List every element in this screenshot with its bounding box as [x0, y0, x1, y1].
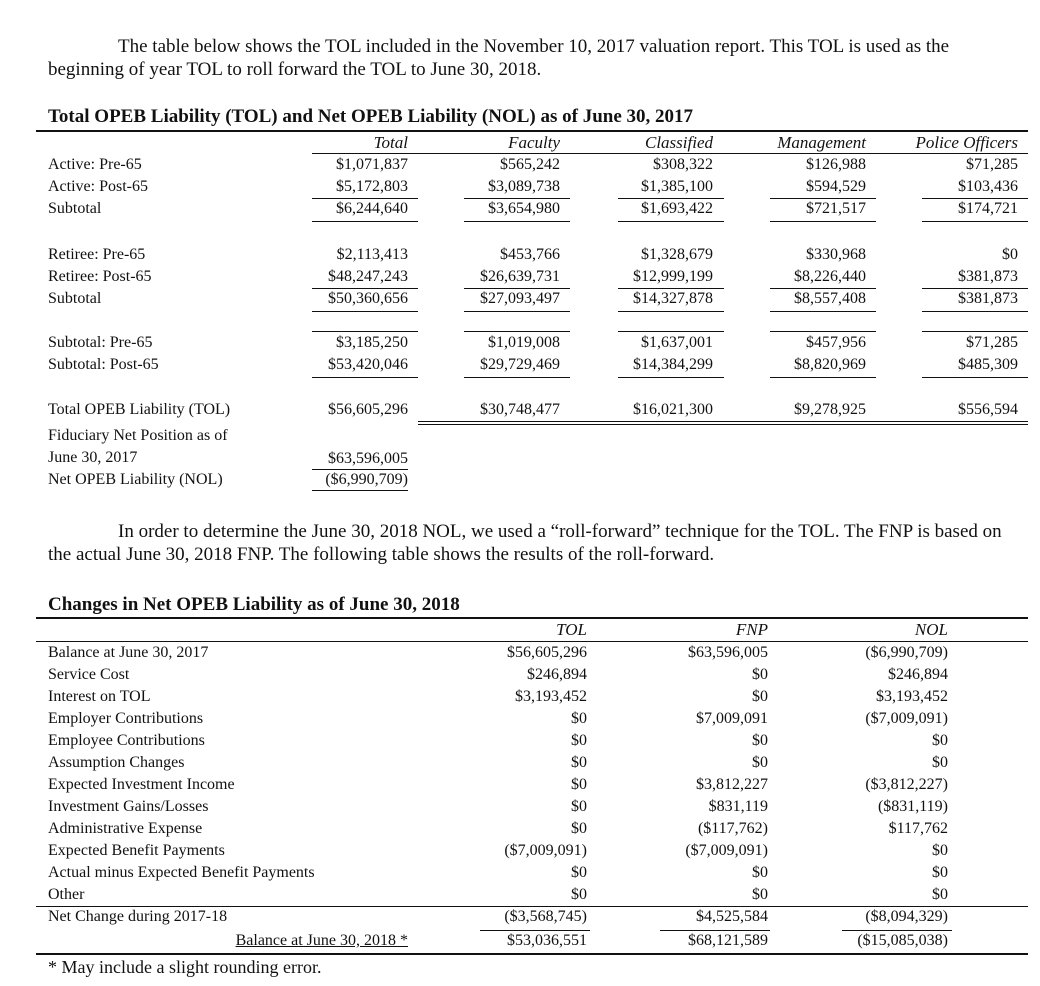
total-double-rule [418, 421, 1028, 425]
nol-top-rule [312, 469, 408, 470]
table1-row-label: Active: Post-65 [48, 178, 148, 195]
subtotal-rule [618, 198, 724, 199]
footnote: * May include a slight rounding error. [48, 957, 322, 977]
col-header-faculty: Faculty [508, 133, 560, 152]
table1-row-label: Subtotal [48, 290, 102, 307]
subtotal-bottom-rule [922, 221, 1028, 222]
group-top-rule [618, 331, 724, 332]
final-top-rule [480, 930, 590, 931]
subtotal-bottom-rule [312, 221, 418, 222]
subtotal-rule [618, 288, 724, 289]
group-top-rule [770, 331, 876, 332]
table2-cell: $0 [752, 666, 768, 683]
table1-title: Total OPEB Liability (TOL) and Net OPEB Liability (NOL) as of June 30, 2017 [48, 106, 694, 127]
table1-cell: $485,309 [958, 356, 1018, 373]
subtotal-rule [312, 288, 418, 289]
table2-row-label: Administrative Expense [48, 820, 203, 837]
table2-cell: $0 [571, 886, 587, 903]
table1-row-label: Retiree: Pre-65 [48, 246, 146, 263]
table2-cell: $0 [571, 776, 587, 793]
table1-cell: $381,873 [958, 268, 1018, 285]
table1-cell: $3,654,980 [488, 200, 560, 217]
nol-bottom-rule [312, 490, 408, 491]
table1-cell: $56,605,296 [328, 401, 408, 418]
final-balance-cell: ($15,085,038) [857, 932, 948, 949]
table2-cell: ($7,009,091) [504, 842, 587, 859]
table2-cell: $63,596,005 [688, 644, 768, 661]
table1-cell: $6,244,640 [336, 200, 408, 217]
table1-cell: $126,988 [806, 156, 866, 173]
table2-cell: $3,193,452 [515, 688, 587, 705]
table2-cell: $7,009,091 [696, 710, 768, 727]
subtotal-rule [770, 288, 876, 289]
col-header-fnp: FNP [735, 620, 768, 639]
table1-cell: $8,820,969 [794, 356, 866, 373]
table2-cell: $4,525,584 [696, 908, 768, 925]
table2-cell: $117,762 [888, 820, 948, 837]
table1-cell: $3,185,250 [336, 334, 408, 351]
subtotal-bottom-rule [770, 311, 876, 312]
subtotal-bottom-rule [770, 221, 876, 222]
table2-cell: $0 [752, 864, 768, 881]
subtotal-bottom-rule [312, 311, 418, 312]
intro-paragraph: The table below shows the TOL included in the November 10, 2017 valuation report. This TOL is used as the beginning of year TOL to roll forward the TOL to June 30, 2018. [48, 36, 950, 80]
group-bottom-rule [770, 377, 876, 378]
table1-cell: $14,384,299 [633, 356, 713, 373]
table1-cell: $71,285 [966, 334, 1018, 351]
table2-cell: $0 [571, 820, 587, 837]
table1-cell: $9,278,925 [794, 401, 866, 418]
table1-cell: $174,721 [958, 200, 1018, 217]
table1-cell: $1,637,001 [641, 334, 713, 351]
table2-cell: $3,812,227 [696, 776, 768, 793]
table2-row-label: Net Change during 2017-18 [48, 908, 228, 925]
final-balance-cell: $68,121,589 [688, 932, 768, 949]
table1-cell: $1,019,008 [488, 334, 560, 351]
table1-cell: $308,322 [653, 156, 713, 173]
table1-cell: $5,172,803 [336, 178, 408, 195]
subtotal-bottom-rule [922, 311, 1028, 312]
table1-top-rule [36, 130, 1028, 132]
table2-cell: $246,894 [527, 666, 587, 683]
table2-cell: ($831,119) [877, 798, 948, 815]
col-header-nol: NOL [914, 620, 948, 639]
table2-cell: $0 [752, 732, 768, 749]
table2-title: Changes in Net OPEB Liability as of June 30, 2018 [48, 594, 460, 615]
table1-row-label: Subtotal [48, 200, 102, 217]
table1-cell: $103,436 [958, 178, 1018, 195]
subtotal-rule [770, 198, 876, 199]
table2-cell: $0 [752, 754, 768, 771]
table2-cell: $0 [571, 710, 587, 727]
table1-row-label: Retiree: Post-65 [48, 268, 152, 285]
table2-row-label: Employer Contributions [48, 710, 204, 727]
table2-header-underline [36, 641, 1028, 642]
table1-cell: $721,517 [806, 200, 866, 217]
table1-cell: $457,956 [806, 334, 866, 351]
table1-cell: $2,113,413 [336, 246, 408, 263]
table1-cell: $16,021,300 [633, 401, 713, 418]
table2-cell: $0 [932, 754, 948, 771]
group-bottom-rule [922, 377, 1028, 378]
table2-row-label: Service Cost [48, 666, 130, 683]
col-header-management: Management [777, 133, 866, 152]
table2-cell: ($6,990,709) [865, 644, 948, 661]
table2-row-label: Balance at June 30, 2017 [48, 644, 209, 661]
col-header-classified: Classified [644, 133, 713, 152]
table2-cell: ($3,568,745) [504, 908, 587, 925]
subtotal-bottom-rule [618, 221, 724, 222]
table2-cell: $0 [571, 864, 587, 881]
table2-cell: $3,193,452 [876, 688, 948, 705]
table2-cell: ($3,812,227) [865, 776, 948, 793]
group-top-rule [922, 331, 1028, 332]
table1-cell: $14,327,878 [633, 290, 713, 307]
table1-cell: $1,328,679 [641, 246, 713, 263]
table2-row-label: Employee Contributions [48, 732, 205, 749]
table2-top-rule [36, 617, 1028, 619]
final-balance-label: Balance at June 30, 2018 * [235, 932, 408, 949]
table2-cell: ($117,762) [697, 820, 768, 837]
table2-cell: $831,119 [708, 798, 768, 815]
table1-cell: $1,071,837 [336, 156, 408, 173]
table1-cell: $1,693,422 [641, 200, 713, 217]
subtotal-bottom-rule [464, 221, 570, 222]
group-bottom-rule [312, 377, 418, 378]
roll-forward-paragraph: In order to determine the June 30, 2018 NOL, we used a “roll-forward” technique for the TOL. The FNP is based on the actual June 30, 2018 FNP. The following table shows the results of the roll-forward. [48, 521, 1002, 565]
table1-cell: $565,242 [500, 156, 560, 173]
table1-cell: $50,360,656 [328, 290, 408, 307]
header-underline [312, 153, 1028, 154]
table1-cell: $30,748,477 [480, 401, 560, 418]
table2-cell: $0 [932, 732, 948, 749]
table2-bottom-rule [36, 953, 1028, 955]
table2-cell: $0 [571, 798, 587, 815]
table2-row-label: Actual minus Expected Benefit Payments [48, 864, 315, 881]
table2-row-label: Expected Benefit Payments [48, 842, 225, 859]
net-change-rule [36, 906, 1028, 907]
table2-cell: ($8,094,329) [865, 908, 948, 925]
table2-cell: $0 [932, 842, 948, 859]
table2-row-label: Interest on TOL [48, 688, 151, 705]
table2-cell: ($7,009,091) [685, 842, 768, 859]
subtotal-rule [922, 198, 1028, 199]
table2-cell: $0 [932, 886, 948, 903]
subtotal-bottom-rule [464, 311, 570, 312]
table2-cell: $0 [571, 754, 587, 771]
group-top-rule [312, 331, 418, 332]
subtotal-rule [464, 198, 570, 199]
subtotal-rule [312, 198, 418, 199]
table1-cell: $26,639,731 [480, 268, 560, 285]
table2-row-label: Expected Investment Income [48, 776, 235, 793]
table1-cell: $8,557,408 [794, 290, 866, 307]
table2-cell: ($7,009,091) [865, 710, 948, 727]
group-top-rule [464, 331, 570, 332]
table1-row-label: Total OPEB Liability (TOL) [48, 401, 231, 418]
table1-cell: $53,420,046 [328, 356, 408, 373]
fnp-label-line2: June 30, 2017 [48, 449, 138, 466]
subtotal-rule [464, 288, 570, 289]
subtotal-rule [922, 288, 1028, 289]
table2-cell: $246,894 [888, 666, 948, 683]
nol-label: Net OPEB Liability (NOL) [48, 471, 223, 488]
table1-row-label: Subtotal: Pre-65 [48, 334, 153, 351]
table2-cell: $0 [752, 886, 768, 903]
table2-cell: $0 [752, 688, 768, 705]
table1-cell: $48,247,243 [328, 268, 408, 285]
table1-cell: $330,968 [806, 246, 866, 263]
table1-cell: $29,729,469 [480, 356, 560, 373]
table1-cell: $27,093,497 [480, 290, 560, 307]
fnp-label-line1: Fiduciary Net Position as of [48, 427, 228, 444]
table1-cell: $12,999,199 [633, 268, 713, 285]
table2-cell: $0 [932, 864, 948, 881]
subtotal-bottom-rule [618, 311, 724, 312]
table1-row-label: Active: Pre-65 [48, 156, 142, 173]
col-header-tol: TOL [556, 620, 587, 639]
table2-row-label: Other [48, 886, 85, 903]
table1-cell: $594,529 [806, 178, 866, 195]
group-bottom-rule [618, 377, 724, 378]
col-header-police-officers: Police Officers [915, 133, 1018, 152]
final-top-rule [842, 930, 952, 931]
nol-value: ($6,990,709) [325, 471, 408, 488]
table1-cell: $453,766 [500, 246, 560, 263]
table1-cell: $1,385,100 [641, 178, 713, 195]
fnp-value: $63,596,005 [328, 450, 408, 467]
table1-cell: $71,285 [966, 156, 1018, 173]
table1-cell: $0 [1002, 246, 1018, 263]
table2-cell: $56,605,296 [507, 644, 587, 661]
table1-cell: $8,226,440 [794, 268, 866, 285]
table1-cell: $3,089,738 [488, 178, 560, 195]
final-top-rule [660, 930, 770, 931]
table2-row-label: Assumption Changes [48, 754, 185, 771]
table2-cell: $0 [571, 732, 587, 749]
col-header-total: Total [373, 133, 408, 152]
table1-cell: $556,594 [958, 401, 1018, 418]
group-bottom-rule [464, 377, 570, 378]
table1-cell: $381,873 [958, 290, 1018, 307]
final-balance-cell: $53,036,551 [507, 932, 587, 949]
table1-row-label: Subtotal: Post-65 [48, 356, 159, 373]
table2-row-label: Investment Gains/Losses [48, 798, 209, 815]
